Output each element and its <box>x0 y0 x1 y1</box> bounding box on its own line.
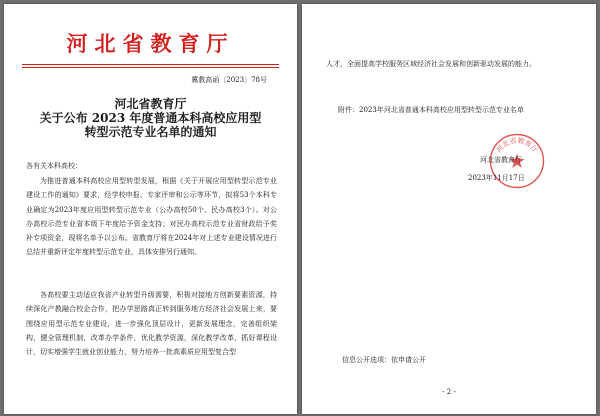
document-number: 冀教高函〔2023〕78号 <box>191 76 267 84</box>
title-line-2: 关于公布 2023 年度普通本科高校应用型 <box>39 111 262 125</box>
notice-title <box>4 97 297 139</box>
document-page-1 <box>4 4 297 414</box>
continued-paragraph: 人才，全面提高学校服务区域经济社会发展和创新驱动发展的能力。 <box>326 60 536 68</box>
signature-organization: 河北省教育厅 <box>480 156 522 164</box>
disclosure-option: 信息公开选项：依申请公开 <box>342 356 426 364</box>
page-number: - 2 - <box>442 388 456 396</box>
paragraph-2: 各高校要主动适应我省产业转型升级需要，积极对接地方创新要素资源，持续深化产教融合校企合作，把办学思路真正转到服务地方经济社会发展上来，要围绕应用型示范专业建设，进一步强化顶层设计，更新发展理念，完善组织架构，健全管理机制，改革办学条件，优化教学资源，深化教学改革，抓好课程设计，切实增强学生就业创业能力，努力培养一批高素质应用型复合型 <box>26 291 277 357</box>
red-rule-top <box>22 64 279 65</box>
title-line-1: 河北省教育厅 <box>114 97 187 111</box>
salutation: 各有关本科高校： <box>26 162 82 170</box>
paragraph-1: 为推进普通本科高校应用型转型发展，根据《关于开展应用型转型示范专业建设工作的通知》要求，经学校申报、专家评审和公示等环节，拟将53个本科专业确定为2023年度应用型转型示范专业（公办高校50个、民办高校3个）。对公办高校示范专业省本级下年度给予资金支持；对民办高校示范专业省财政给予奖补专项资金，现将名单予以公布。省教育厅将在2024年对上述专业建设情况进行总结并重新评定年度转型示范专业，具体安排另行通知。 <box>26 177 277 257</box>
red-letterhead-title: 河北省教育厅 <box>66 31 235 56</box>
red-rule-bottom <box>22 67 279 68</box>
seal-text: 河北省教育厅 <box>494 136 540 155</box>
title-line-3: 转型示范专业名单的通知 <box>84 125 217 139</box>
signature-date: 2023年11月17日 <box>468 174 525 182</box>
svg-text:河北省教育厅 <box>494 136 539 154</box>
attachment-line: 附件：2023年河北省普通本科高校应用型转型示范专业名单 <box>338 106 524 114</box>
document-page-2 <box>302 4 596 414</box>
